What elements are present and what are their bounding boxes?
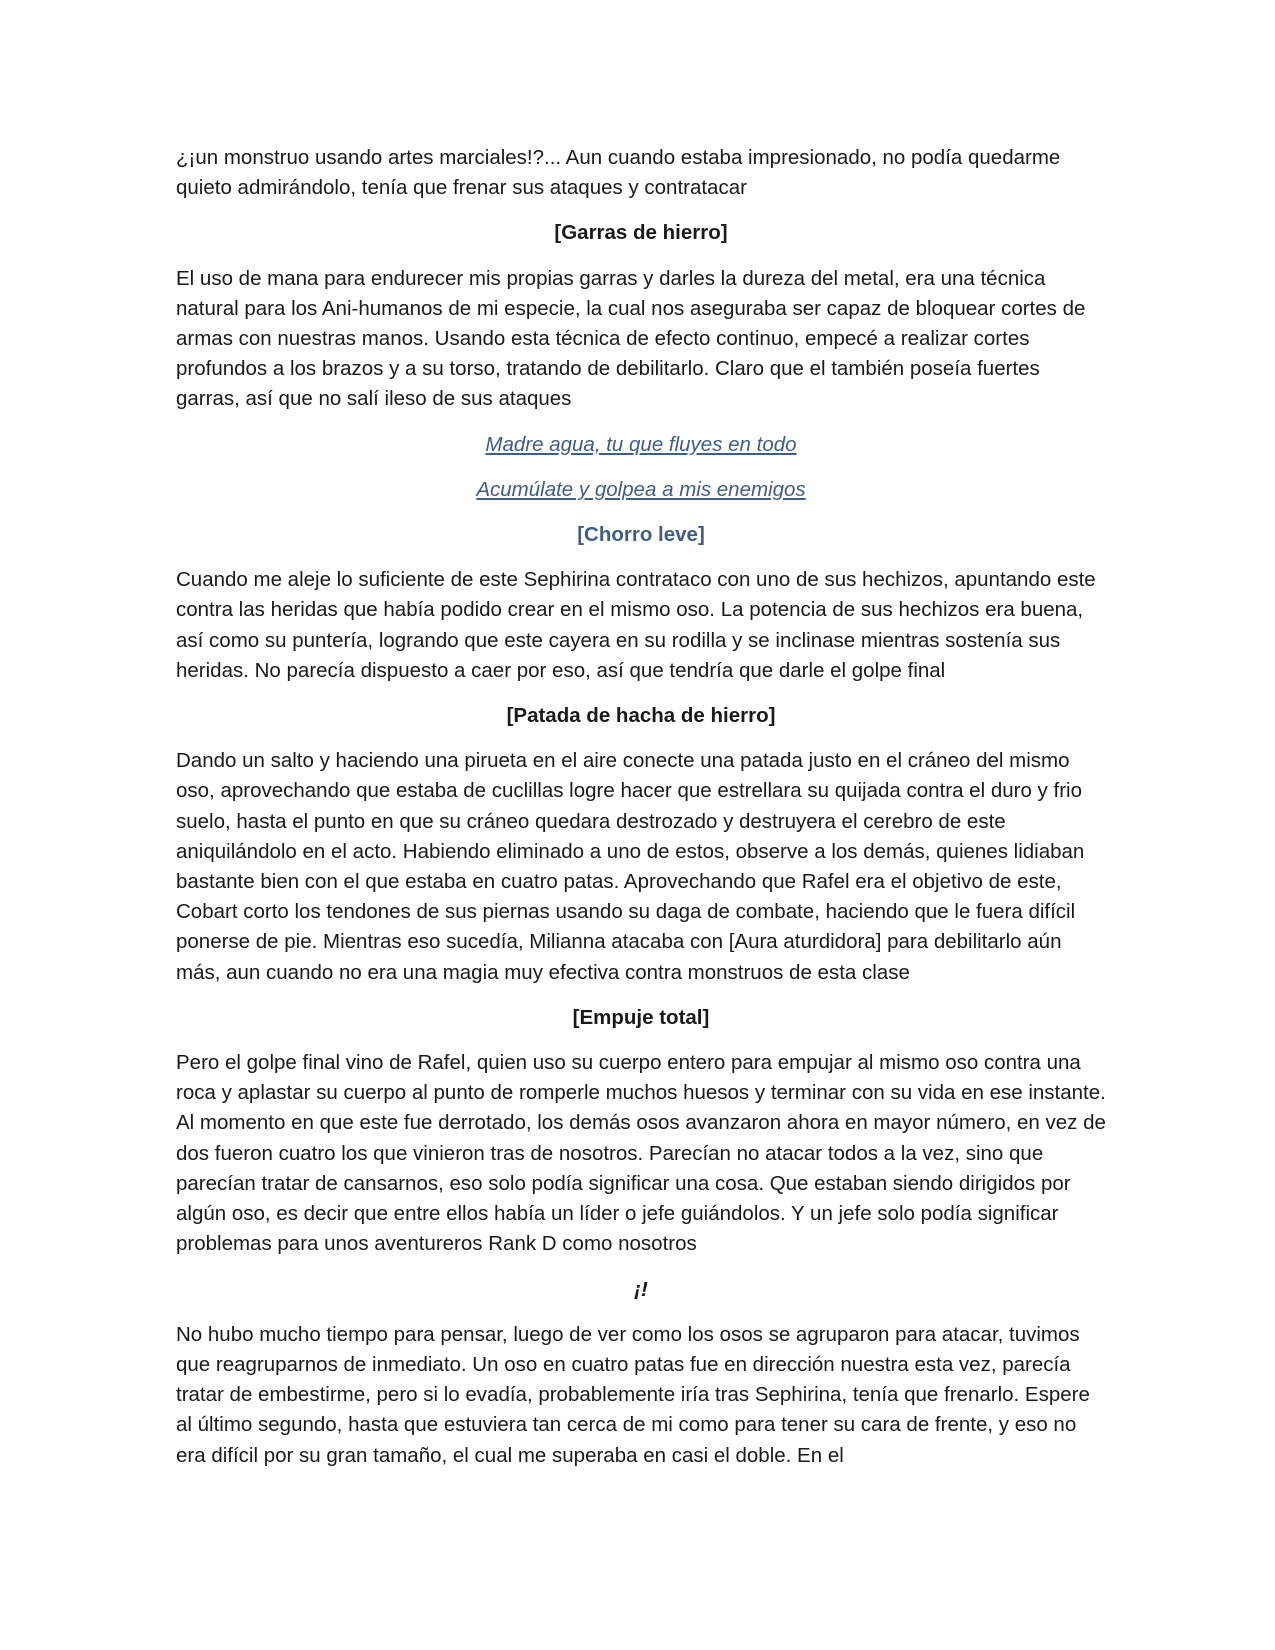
paragraph-4: Dando un salto y haciendo una pirueta en el aire conecte una patada justo en el cráneo del mismo oso, aprovechando que estaba de cuclillas logre hacer que estrellara su quijada contra el duro y frio suelo, hasta el punto en que su cráneo quedara destrozado y destruyera el cerebro de este aniquilándolo en el acto. Habiendo eliminado a uno de estos, observe a los demás, quienes lidiaban bastante bien con el que estaba en cuatro patas. Aprovechando que Rafel era el objetivo de este, Cobart corto los tendones de sus piernas usando su daga de combate, haciendo que le fuera difícil ponerse de pie. Mientras eso sucedía, Milianna atacaba con [Aura aturdidora] para debilitarlo aún más, aun cuando no era una magia muy efectiva contra monstruos de esta clase bbox=[176, 749, 1085, 984]
incantation-text-1: Madre agua, tu que fluyes en todo bbox=[485, 432, 797, 456]
scene-separator: ¡! bbox=[634, 1277, 648, 1301]
paragraph-5: Pero el golpe final vino de Rafel, quien uso su cuerpo entero para empujar al mismo oso contra una roca y aplastar su cuerpo al punto de romperle muchos huesos y terminar con su vida en ese instante. Al momento en que este fue derrotado, los demás osos avanzaron ahora en mayor número, en vez de dos fueron cuatro los que vinieron tras de nosotros. Parecían no atacar todos a la vez, sino que parecían tratar de cansarnos, eso solo podía significar una cosa. Que estaban siendo dirigidos por algún oso, es decir que entre ellos había un líder o jefe guiándolos. Y un jefe solo podía significar problemas para unos aventureros Rank D como nosotros bbox=[176, 1051, 1106, 1256]
technique-heading-patada: [Patada de hacha de hierro] bbox=[506, 704, 776, 728]
paragraph-2: El uso de mana para endurecer mis propias garras y darles la dureza del metal, era una técnica natural para los Ani-humanos de mi especie, la cual nos aseguraba ser capaz de bloquear cortes de armas con nuestras manos. Usando esta técnica de efecto continuo, empecé a realizar cortes profundos a los brazos y a su torso, tratando de debilitarlo. Claro que el también poseía fuertes garras, así que no salí ileso de sus ataques bbox=[176, 266, 1086, 411]
paragraph-3: Cuando me aleje lo suficiente de este Sephirina contrataco con uno de sus hechizos, apuntando este contra las heridas que había podido crear en el mismo oso. La potencia de sus hechizos era buena, así como su puntería, logrando que este cayera en su rodilla y se inclinase mientras sostenía sus heridas. No parecía dispuesto a caer por eso, así que tendría que darle el golpe final bbox=[176, 568, 1096, 682]
paragraph-6: No hubo mucho tiempo para pensar, luego de ver como los osos se agruparon para atacar, tuvimos que reagruparnos de inmediato. Un oso en cuatro patas fue en dirección nuestra esta vez, parecía tratar de embestirme, pero si lo evadía, probablemente iría tras Sephirina, tenía que frenarlo. Espere al último segundo, hasta que estuviera tan cerca de mi como para tener su cara de frente, y eso no era difícil por su gran tamaño, el cual me superaba en casi el doble. En el bbox=[176, 1322, 1090, 1467]
incantation-line-1 bbox=[176, 430, 1106, 460]
spell-heading-chorro: [Chorro leve] bbox=[577, 523, 705, 547]
paragraph-1: ¿¡un monstruo usando artes marciales!?... Aun cuando estaba impresionado, no podía quedarme quieto admirándolo, tenía que frenar sus ataques y contratacar bbox=[176, 146, 1061, 200]
incantation-text-2: Acumúlate y golpea a mis enemigos bbox=[476, 477, 806, 501]
document-page bbox=[176, 143, 1106, 1486]
technique-heading-empuje: [Empuje total] bbox=[572, 1005, 710, 1029]
incantation-line-2 bbox=[176, 475, 1106, 505]
technique-heading-garras: [Garras de hierro] bbox=[554, 221, 728, 245]
